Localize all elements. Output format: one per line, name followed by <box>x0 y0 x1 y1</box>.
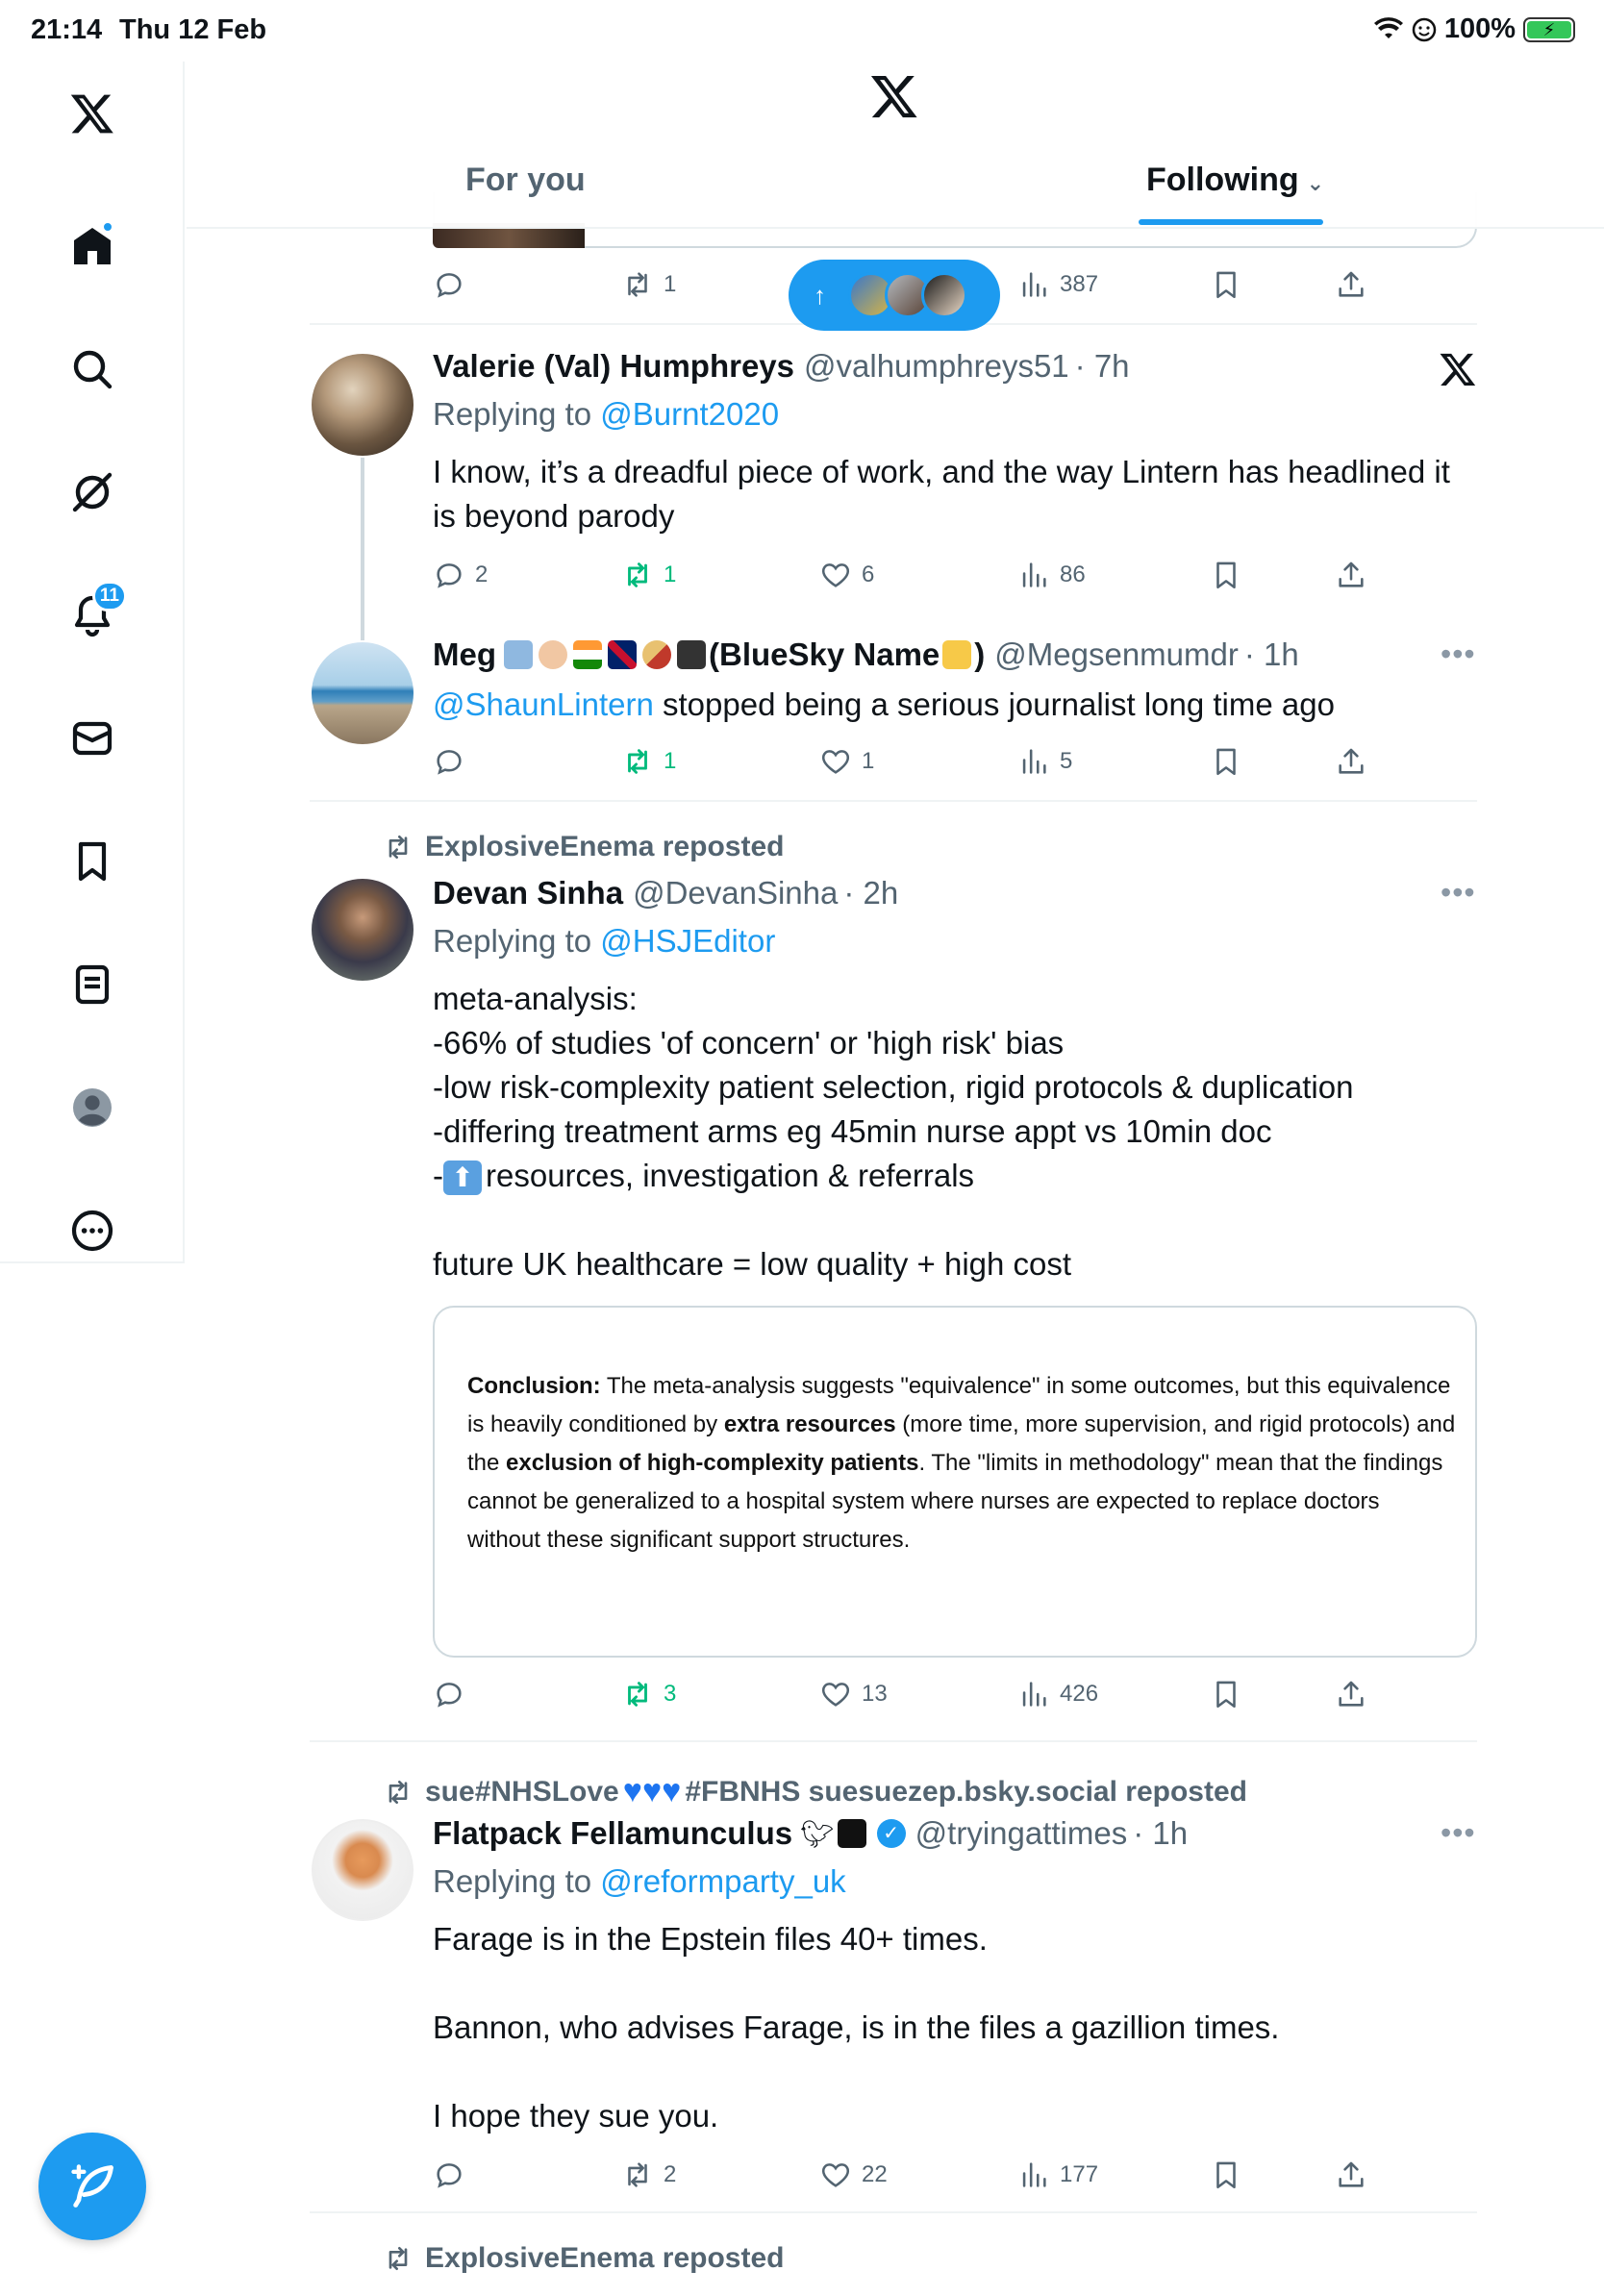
views-count: 177 <box>1060 2161 1099 2187</box>
author-name[interactable]: Flatpack Fellamunculus <box>433 1815 793 1851</box>
replying-to-link[interactable]: @reformparty_uk <box>600 1863 846 1899</box>
status-date: Thu 12 Feb <box>119 14 267 45</box>
post-author-row <box>433 875 898 911</box>
up-arrow-emoji-icon: ⬆ <box>443 1160 482 1195</box>
views-count: 5 <box>1060 748 1073 774</box>
views-chart-icon <box>1017 2159 1050 2191</box>
views-button[interactable] <box>1017 742 1072 781</box>
pirate-flag-icon <box>838 1819 866 1848</box>
like-button[interactable] <box>819 2156 888 2194</box>
card-text: . The "limits in methodology" mean that the findings cannot be generalized to a hospital system where nurses are expected to replace doctors without these significant support structures. <box>467 1450 1443 1553</box>
replying-to <box>433 923 775 960</box>
post-text <box>433 683 1471 727</box>
bird-emoji-icon: 🐦︎ <box>800 1818 835 1849</box>
repost-icon <box>621 1678 654 1710</box>
views-button[interactable] <box>1017 265 1098 304</box>
replying-to-link[interactable]: @Burnt2020 <box>600 396 780 432</box>
new-posts-pill[interactable] <box>789 260 1000 331</box>
thread-connector <box>361 458 364 640</box>
card-bold-text: exclusion of high-complexity patients <box>506 1450 919 1476</box>
repost-count: 2 <box>664 2161 677 2187</box>
bookmark-button[interactable] <box>1210 742 1242 781</box>
share-icon <box>1335 745 1367 778</box>
post-time[interactable]: · 7h <box>1074 348 1130 384</box>
card-conclusion-label: Conclusion: <box>467 1373 601 1399</box>
x-logo-icon[interactable] <box>63 85 121 142</box>
author-name-start[interactable]: Meg <box>433 636 496 672</box>
post-actions <box>433 556 1477 594</box>
post-divider <box>310 2211 1477 2213</box>
avatar[interactable] <box>312 354 414 456</box>
post-divider <box>310 1740 1477 1742</box>
reply-button[interactable] <box>433 265 465 304</box>
avatar[interactable] <box>312 642 414 744</box>
family-emoji-icon <box>504 640 533 669</box>
repost-button[interactable] <box>621 1675 676 1713</box>
author-handle[interactable]: @valhumphreys51 <box>804 348 1069 384</box>
sidebar <box>0 62 185 1263</box>
heart-icon <box>819 1678 852 1710</box>
share-button[interactable] <box>1335 265 1367 304</box>
bell-icon[interactable] <box>63 586 121 644</box>
post-actions <box>433 2156 1477 2194</box>
post-text-line: -low risk-complexity patient selection, rigid protocols & duplication <box>433 1069 1354 1105</box>
post-text-line: -differing treatment arms eg 45min nurse appt vs 10min doc <box>433 1113 1272 1149</box>
card-text: The meta-analysis suggests "equivalence" in some outcomes, but this equivalence is heavily conditioned by <box>467 1373 1451 1437</box>
bookmark-icon[interactable] <box>63 833 121 890</box>
reply-count: 2 <box>475 562 489 587</box>
replying-to-link[interactable]: @HSJEditor <box>600 923 776 959</box>
repost-button[interactable] <box>621 556 676 594</box>
bookmark-icon <box>1210 268 1242 301</box>
post-actions <box>433 742 1477 781</box>
reply-icon <box>433 745 465 778</box>
post-text: I know, it’s a dreadful piece of work, and the way Lintern has headlined it is beyond parody <box>433 454 1460 534</box>
repost-context-label[interactable]: ExplosiveEnema reposted <box>425 831 785 862</box>
repost-button[interactable] <box>621 265 676 304</box>
bookmark-button[interactable] <box>1210 1675 1242 1713</box>
mention-link[interactable]: @ShaunLintern <box>433 686 654 722</box>
bookmark-icon <box>1210 2159 1242 2191</box>
repost-icon <box>621 268 654 301</box>
post-time[interactable]: · 1h <box>1243 636 1299 672</box>
grok-icon[interactable] <box>63 463 121 521</box>
repost-small-icon <box>383 2243 414 2274</box>
post-time[interactable]: · 2h <box>843 875 899 911</box>
battery-icon: ⚡ <box>1523 17 1575 42</box>
tab-for-you[interactable]: For you <box>465 162 586 198</box>
tab-following-label: Following <box>1146 162 1299 198</box>
replying-to <box>433 396 779 433</box>
share-icon <box>1335 1678 1367 1710</box>
post-text-dash: - <box>433 1158 443 1193</box>
list-icon[interactable] <box>63 956 121 1013</box>
repost-small-icon <box>383 1777 414 1808</box>
post-divider <box>310 800 1477 802</box>
replying-to <box>433 1863 846 1900</box>
like-count: 1 <box>862 748 875 774</box>
repost-button[interactable] <box>621 2156 676 2194</box>
bookmark-icon <box>1210 559 1242 591</box>
repost-context-label-start[interactable]: sue#NHSLove <box>425 1775 619 1808</box>
heart-icon <box>819 745 852 778</box>
views-count: 387 <box>1060 271 1099 297</box>
india-flag-icon <box>573 640 602 669</box>
repost-icon <box>621 745 654 778</box>
arrow-up-icon: ↑ <box>814 280 826 310</box>
post-author-row <box>433 636 1299 673</box>
like-button[interactable] <box>819 1675 888 1713</box>
reply-icon <box>433 268 465 301</box>
author-handle[interactable]: @Megsenmumdr <box>994 636 1239 672</box>
post-text-line: future UK healthcare = low quality + high cost <box>433 1246 1072 1282</box>
heart-icon <box>819 2159 852 2191</box>
like-count: 6 <box>862 562 875 587</box>
repost-context <box>383 1773 1247 1810</box>
share-icon <box>1335 559 1367 591</box>
repost-count: 1 <box>664 748 677 774</box>
more-options-icon[interactable]: ••• <box>1441 636 1476 671</box>
replying-label: Replying to <box>433 923 601 959</box>
views-button[interactable] <box>1017 556 1086 594</box>
post-text-line: I hope they sue you. <box>433 2098 719 2134</box>
uk-flag-icon <box>608 640 637 669</box>
reply-icon <box>433 559 465 591</box>
like-button[interactable] <box>819 556 874 594</box>
post-text-line: meta-analysis: <box>433 981 638 1016</box>
doctor-emoji-icon <box>539 640 567 669</box>
post-text-line: Bannon, who advises Farage, is in the files a gazillion times. <box>433 2009 1280 2045</box>
status-bar <box>0 0 1604 62</box>
search-icon[interactable] <box>63 340 121 398</box>
chevron-down-icon: ⌄ <box>1306 171 1325 195</box>
views-button[interactable] <box>1017 1675 1098 1713</box>
compose-button[interactable] <box>38 2133 146 2240</box>
share-button[interactable] <box>1335 1675 1367 1713</box>
x-header-logo-icon[interactable] <box>869 71 919 121</box>
repost-context <box>383 831 784 863</box>
more-options-icon[interactable]: ••• <box>1441 875 1476 910</box>
repost-small-icon <box>383 832 414 862</box>
more-icon[interactable] <box>63 1202 121 1260</box>
post-image-card[interactable] <box>433 1306 1477 1658</box>
share-button[interactable] <box>1335 556 1367 594</box>
repost-count: 3 <box>664 1681 677 1707</box>
views-button[interactable] <box>1017 2156 1098 2194</box>
bookmark-button[interactable] <box>1210 265 1242 304</box>
avatar[interactable] <box>312 1819 414 1921</box>
post-text-line <box>433 1154 1471 1198</box>
home-unread-dot <box>102 221 113 233</box>
views-chart-icon <box>1017 268 1050 301</box>
repost-count: 1 <box>664 271 677 297</box>
reply-button[interactable] <box>433 1675 465 1713</box>
timeline-header <box>187 62 1604 229</box>
avatar[interactable] <box>312 879 414 981</box>
author-name[interactable]: Valerie (Val) Humphreys <box>433 348 795 384</box>
cricket-emoji-icon <box>642 640 671 669</box>
views-chart-icon <box>1017 1678 1050 1710</box>
status-right <box>1373 13 1575 45</box>
reply-icon <box>433 2159 465 2191</box>
author-name[interactable]: Devan Sinha <box>433 875 624 911</box>
mail-icon[interactable] <box>63 710 121 767</box>
like-count: 13 <box>862 1681 888 1707</box>
reply-icon <box>433 1678 465 1710</box>
wifi-icon <box>1373 17 1404 42</box>
bookmark-icon <box>1210 1678 1242 1710</box>
views-count: 426 <box>1060 1681 1099 1707</box>
replying-label: Replying to <box>433 396 601 432</box>
replying-label: Replying to <box>433 1863 601 1899</box>
profile-icon[interactable] <box>63 1079 121 1136</box>
status-time: 21:14 <box>31 14 103 45</box>
focus-smiley-icon <box>1412 17 1437 42</box>
post-text-content: resources, investigation & referrals <box>486 1158 975 1193</box>
repost-context-label-end[interactable]: #FBNHS suesuezep.bsky.social reposted <box>685 1775 1247 1808</box>
post-time[interactable]: · 1h <box>1133 1815 1189 1851</box>
repost-icon <box>621 2159 654 2191</box>
repost-icon <box>621 559 654 591</box>
author-handle[interactable]: @tryingattimes <box>915 1815 1128 1851</box>
author-name-middle[interactable]: (BlueSky Name <box>709 636 940 672</box>
card-text: (more time, more supervision, and rigid protocols) and the <box>467 1411 1456 1476</box>
heart-icon <box>819 559 852 591</box>
bookmark-button[interactable] <box>1210 2156 1242 2194</box>
home-icon[interactable] <box>63 217 121 275</box>
post-author-row <box>433 348 1130 385</box>
share-button[interactable] <box>1335 2156 1367 2194</box>
reply-button[interactable] <box>433 742 465 781</box>
views-chart-icon <box>1017 559 1050 591</box>
share-icon <box>1335 268 1367 301</box>
blue-heart-emoji-icon: ♥♥♥ <box>622 1773 682 1809</box>
verified-badge-icon: ✓ <box>877 1819 906 1848</box>
share-button[interactable] <box>1335 742 1367 781</box>
author-name-end[interactable]: ) <box>974 636 986 672</box>
views-chart-icon <box>1017 745 1050 778</box>
repost-context-label[interactable]: ExplosiveEnema reposted <box>425 2242 785 2274</box>
pointing-down-emoji-icon <box>942 640 971 669</box>
reply-button[interactable] <box>433 556 488 594</box>
like-button[interactable] <box>819 742 874 781</box>
tab-active-indicator <box>1139 219 1323 225</box>
post-actions <box>433 1675 1477 1713</box>
battery-percent: 100% <box>1443 13 1516 44</box>
x-logo-icon[interactable] <box>1439 350 1477 388</box>
tab-following[interactable] <box>1146 162 1324 199</box>
post-author-row <box>433 1815 1188 1852</box>
bookmark-icon <box>1210 745 1242 778</box>
author-handle[interactable]: @DevanSinha <box>633 875 839 911</box>
bookmark-button[interactable] <box>1210 556 1242 594</box>
card-bold-text: extra resources <box>723 1411 896 1437</box>
camera-emoji-icon <box>677 640 706 669</box>
like-count: 22 <box>862 2161 888 2187</box>
post-text-line: Farage is in the Epstein files 40+ times. <box>433 1921 988 1957</box>
share-icon <box>1335 2159 1367 2191</box>
more-options-icon[interactable]: ••• <box>1441 1815 1476 1850</box>
post-text-line: -66% of studies 'of concern' or 'high risk' bias <box>433 1025 1065 1061</box>
views-count: 86 <box>1060 562 1086 587</box>
notification-badge: 11 <box>92 581 127 611</box>
compose-feather-icon <box>67 2161 117 2211</box>
reply-button[interactable] <box>433 2156 465 2194</box>
repost-context <box>383 2242 784 2275</box>
post-image-text <box>467 1367 1458 1560</box>
post-text-content: stopped being a serious journalist long time ago <box>653 686 1335 722</box>
new-post-avatar <box>921 272 967 318</box>
repost-button[interactable] <box>621 742 676 781</box>
repost-count: 1 <box>664 562 677 587</box>
